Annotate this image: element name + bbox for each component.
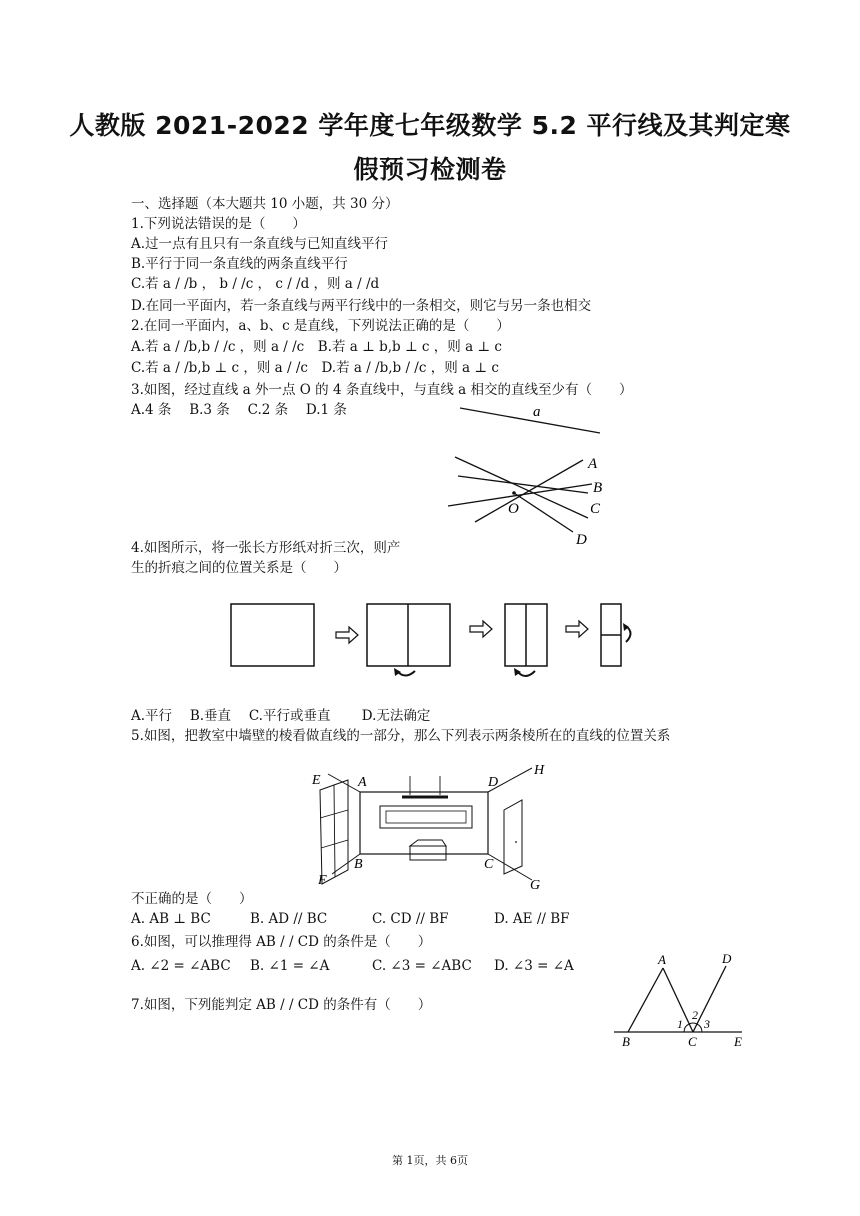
fold-arrowhead-3 (623, 623, 629, 631)
desk-front (410, 846, 446, 860)
page-title-line2: 假预习检测卷 (353, 155, 507, 184)
arrow-2 (470, 621, 492, 637)
question-6-figure (600, 950, 760, 1050)
question-4-options: A.平行 B.垂直 C.平行或垂直 D.无法确定 (131, 708, 431, 724)
angle-arc-1 (684, 1024, 689, 1032)
question-4-stem: 4.如图所示，将一张长方形纸对折三次，则产 (131, 540, 401, 556)
line-ba (628, 968, 663, 1032)
label-E: E (734, 1034, 742, 1049)
question-4-stem-cont: 生的折痕之间的位置关系是（ ） (131, 560, 347, 576)
question-5-option-b: B. AD // BC (250, 911, 328, 927)
desk-top (410, 840, 446, 846)
label-B: B (354, 857, 363, 872)
label-H: H (534, 763, 545, 778)
label-A: A (358, 775, 367, 790)
question-2-options-ab: A.若 a / /b,b / /c ，则 a / /c B.若 a ⊥ b,b ⊥ c ，则 a ⊥ c (131, 339, 502, 355)
question-5-option-c: C. CD // BF (372, 911, 449, 927)
question-1-stem: 1.下列说法错误的是（ ） (131, 216, 306, 232)
question-5-stem-cont: 不正确的是（ ） (131, 891, 253, 907)
label-C: C (590, 501, 601, 517)
label-a: a (533, 404, 541, 420)
label-A: A (588, 456, 598, 472)
label-C: C (484, 857, 494, 872)
angle-arc-2 (689, 1023, 697, 1024)
question-5-figure (310, 762, 560, 892)
label-B: B (593, 480, 603, 496)
question-1-option-b: B.平行于同一条直线的两条直线平行 (131, 256, 348, 272)
question-4-figure (225, 600, 655, 690)
label-F: F (318, 873, 327, 888)
question-7-stem: 7.如图，下列能判定 AB / / CD 的条件有（ ） (131, 997, 432, 1013)
label-A: A (658, 952, 666, 967)
question-6-stem: 6.如图，可以推理得 AB / / CD 的条件是（ ） (131, 934, 432, 950)
label-E: E (312, 773, 321, 788)
question-5-option-a: A. AB ⊥ BC (131, 911, 211, 927)
question-1-option-c: C.若 a / /b ， b / /c ， c / /d ，则 a / /d (131, 276, 380, 292)
angle-arc-3 (697, 1024, 702, 1032)
arrow-3 (566, 621, 588, 637)
section-heading: 一、选择题（本大题共 10 小题，共 30 分） (131, 196, 399, 212)
label-3: 3 (704, 1017, 710, 1031)
label-D: D (488, 775, 499, 790)
label-O: O (508, 501, 519, 517)
question-3-stem: 3.如图，经过直线 a 外一点 O 的 4 条直线中，与直线 a 相交的直线至少有（ ） (131, 382, 633, 398)
page-title: 人教版 2021-2022 学年度七年级数学 5.2 平行线及其判定寒 (69, 111, 791, 140)
label-D: D (722, 951, 732, 966)
question-3-figure (440, 400, 620, 550)
question-1-option-a: A.过一点有且只有一条直线与已知直线平行 (131, 236, 389, 252)
label-2: 2 (692, 1008, 698, 1022)
line-d-ext (514, 493, 573, 532)
blackboard (380, 806, 472, 828)
label-G: G (530, 878, 541, 893)
question-6-option-b: B. ∠1 = ∠A (250, 958, 330, 974)
label-D: D (576, 532, 587, 548)
question-6-option-a: A. ∠2 = ∠ABC (131, 958, 231, 974)
question-5-stem: 5.如图，把教室中墙壁的棱看做直线的一部分，那么下列表示两条棱所在的直线的位置关系 (131, 728, 671, 744)
page-footer: 第 1页，共 6页 (392, 1154, 468, 1167)
question-2-options-cd: C.若 a / /b,b ⊥ c ，则 a / /c D.若 a / /b,b / /c ，则 a ⊥ c (131, 360, 499, 376)
line-ob (458, 476, 588, 493)
question-6-option-d: D. ∠3 = ∠A (494, 958, 574, 974)
edge-ae (328, 774, 360, 792)
paper-full (231, 604, 314, 666)
door-knob (515, 841, 517, 843)
question-2-stem: 2.在同一平面内，a、b、c 是直线，下列说法正确的是（ ） (131, 318, 510, 334)
label-1: 1 (677, 1017, 683, 1031)
label-C: C (688, 1034, 697, 1049)
point-o (512, 491, 516, 495)
window-bar-1 (334, 785, 335, 877)
arrow-1 (336, 627, 358, 643)
label-B: B (622, 1034, 630, 1049)
question-6-option-c: C. ∠3 = ∠ABC (372, 958, 472, 974)
question-1-option-d: D.在同一平面内，若一条直线与两平行线中的一条相交，则它与另一条也相交 (131, 298, 592, 314)
line-od (475, 460, 583, 522)
line-a (460, 408, 600, 433)
question-3-options: A.4 条 B.3 条 C.2 条 D.1 条 (131, 402, 347, 418)
question-5-option-d: D. AE // BF (494, 911, 570, 927)
side-door (504, 800, 522, 874)
blackboard-inner (386, 811, 466, 823)
edge-cg (488, 854, 532, 880)
